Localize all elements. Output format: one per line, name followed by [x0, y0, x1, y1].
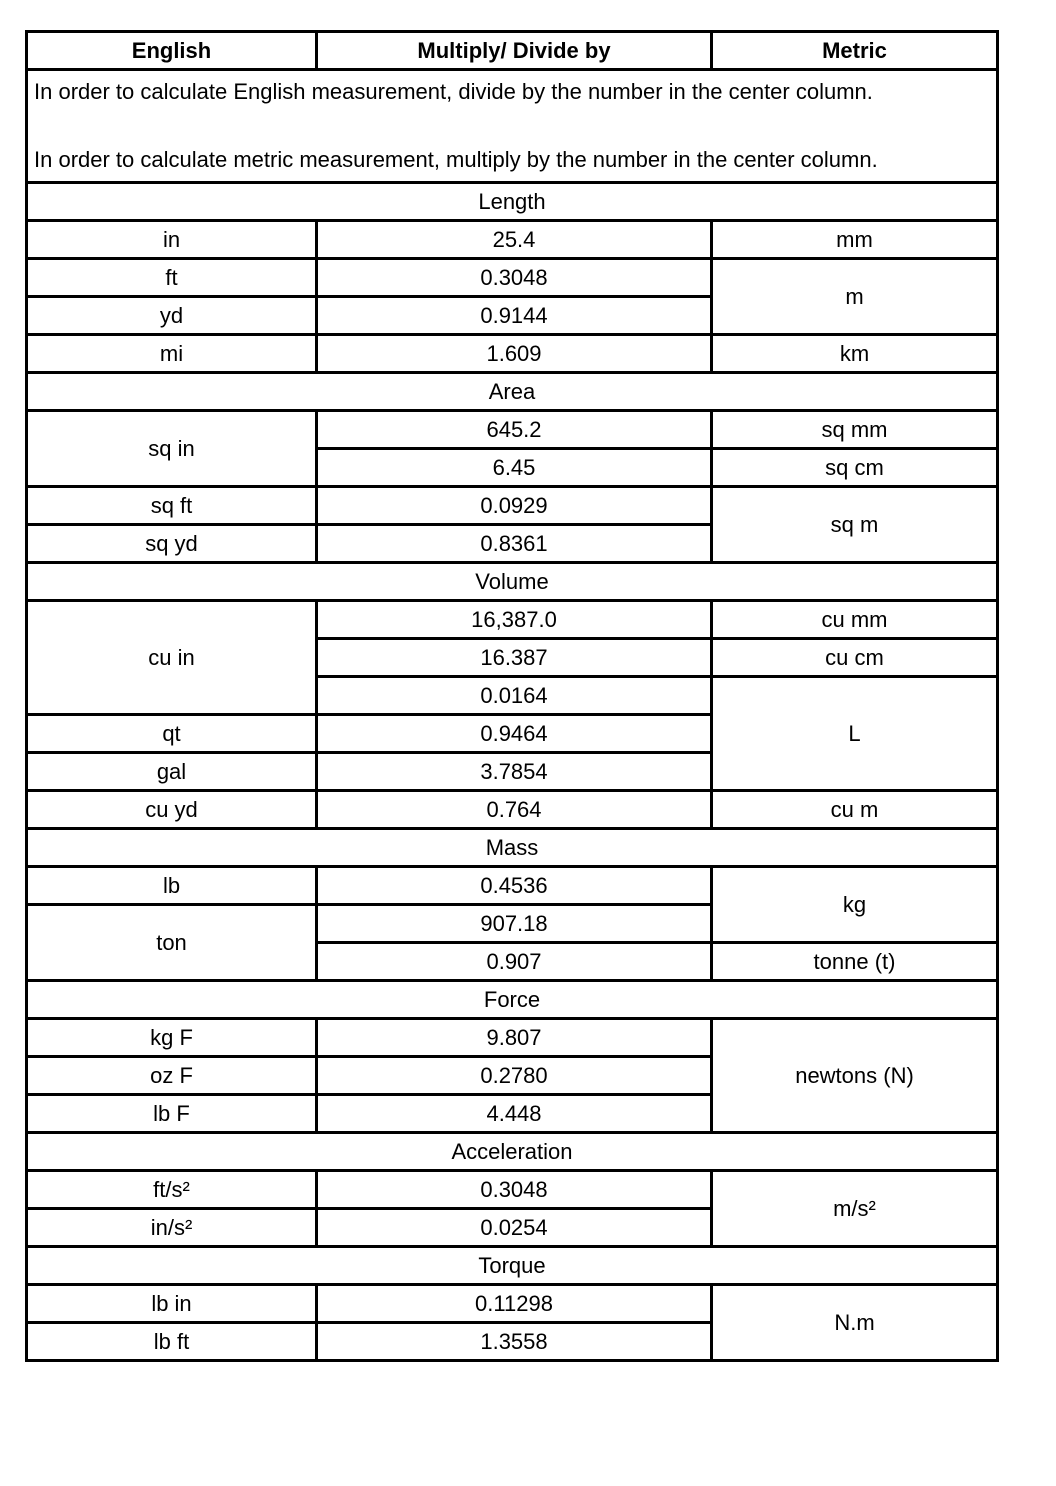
conversion-table: [25, 30, 999, 1362]
conversion-factor: 3.7854: [317, 753, 712, 791]
metric-unit: m: [712, 259, 998, 335]
section-length: Length: [27, 183, 998, 221]
english-unit: lb: [27, 867, 317, 905]
metric-unit: m/s²: [712, 1171, 998, 1247]
metric-unit: cu cm: [712, 639, 998, 677]
table-row: [27, 1285, 998, 1323]
conversion-factor: 0.9144: [317, 297, 712, 335]
section-force: Force: [27, 981, 998, 1019]
english-unit: lb ft: [27, 1323, 317, 1361]
table-row: [27, 411, 998, 449]
metric-unit: cu m: [712, 791, 998, 829]
metric-unit: L: [712, 677, 998, 791]
table-row: [27, 791, 998, 829]
metric-unit: sq mm: [712, 411, 998, 449]
instruction-gap: [34, 109, 990, 143]
table-row: [27, 1171, 998, 1209]
conversion-factor: 0.0929: [317, 487, 712, 525]
section-mass: Mass: [27, 829, 998, 867]
english-unit: ft: [27, 259, 317, 297]
metric-unit: kg: [712, 867, 998, 943]
header-multiply: Multiply/ Divide by: [317, 32, 712, 70]
header-metric: Metric: [712, 32, 998, 70]
conversion-factor: 0.11298: [317, 1285, 712, 1323]
english-unit: in: [27, 221, 317, 259]
english-unit: yd: [27, 297, 317, 335]
instructions: [27, 70, 998, 183]
section-torque: Torque: [27, 1247, 998, 1285]
english-unit: qt: [27, 715, 317, 753]
english-unit: in/s²: [27, 1209, 317, 1247]
conversion-factor: 25.4: [317, 221, 712, 259]
conversion-factor: 0.9464: [317, 715, 712, 753]
section-row: [27, 1133, 998, 1171]
conversion-factor: 16,387.0: [317, 601, 712, 639]
section-row: [27, 981, 998, 1019]
metric-unit: sq cm: [712, 449, 998, 487]
section-area: Area: [27, 373, 998, 411]
metric-unit: sq m: [712, 487, 998, 563]
table-row: [27, 487, 998, 525]
table-row: [27, 867, 998, 905]
conversion-factor: 4.448: [317, 1095, 712, 1133]
table-row: [27, 259, 998, 297]
header-row: [27, 32, 998, 70]
section-row: [27, 1247, 998, 1285]
metric-unit: tonne (t): [712, 943, 998, 981]
metric-instruction: In order to calculate metric measurement, multiply by the number in the center column.: [34, 147, 878, 172]
conversion-factor: 907.18: [317, 905, 712, 943]
metric-unit: newtons (N): [712, 1019, 998, 1133]
english-unit: kg F: [27, 1019, 317, 1057]
english-unit: sq yd: [27, 525, 317, 563]
conversion-factor: 0.907: [317, 943, 712, 981]
conversion-factor: 9.807: [317, 1019, 712, 1057]
conversion-factor: 0.2780: [317, 1057, 712, 1095]
section-acceleration: Acceleration: [27, 1133, 998, 1171]
english-unit: cu in: [27, 601, 317, 715]
english-unit: cu yd: [27, 791, 317, 829]
metric-unit: N.m: [712, 1285, 998, 1361]
conversion-factor: 0.0164: [317, 677, 712, 715]
english-instruction: In order to calculate English measurement, divide by the number in the center column.: [34, 79, 873, 104]
section-row: [27, 183, 998, 221]
conversion-factor: 0.4536: [317, 867, 712, 905]
english-unit: lb F: [27, 1095, 317, 1133]
section-volume: Volume: [27, 563, 998, 601]
header-english: English: [27, 32, 317, 70]
instructions-row: [27, 70, 998, 183]
conversion-factor: 0.0254: [317, 1209, 712, 1247]
conversion-factor: 645.2: [317, 411, 712, 449]
english-unit: sq ft: [27, 487, 317, 525]
metric-unit: mm: [712, 221, 998, 259]
conversion-factor: 1.609: [317, 335, 712, 373]
english-unit: sq in: [27, 411, 317, 487]
conversion-factor: 0.764: [317, 791, 712, 829]
section-row: [27, 563, 998, 601]
english-unit: gal: [27, 753, 317, 791]
english-unit: lb in: [27, 1285, 317, 1323]
english-unit: mi: [27, 335, 317, 373]
english-unit: ton: [27, 905, 317, 981]
section-row: [27, 829, 998, 867]
metric-unit: cu mm: [712, 601, 998, 639]
table-row: [27, 221, 998, 259]
table-row: [27, 335, 998, 373]
table-row: [27, 601, 998, 639]
conversion-factor: 1.3558: [317, 1323, 712, 1361]
english-unit: ft/s²: [27, 1171, 317, 1209]
conversion-factor: 0.8361: [317, 525, 712, 563]
conversion-factor: 0.3048: [317, 1171, 712, 1209]
section-row: [27, 373, 998, 411]
metric-unit: km: [712, 335, 998, 373]
conversion-factor: 16.387: [317, 639, 712, 677]
conversion-factor: 0.3048: [317, 259, 712, 297]
table-row: [27, 1019, 998, 1057]
conversion-factor: 6.45: [317, 449, 712, 487]
english-unit: oz F: [27, 1057, 317, 1095]
